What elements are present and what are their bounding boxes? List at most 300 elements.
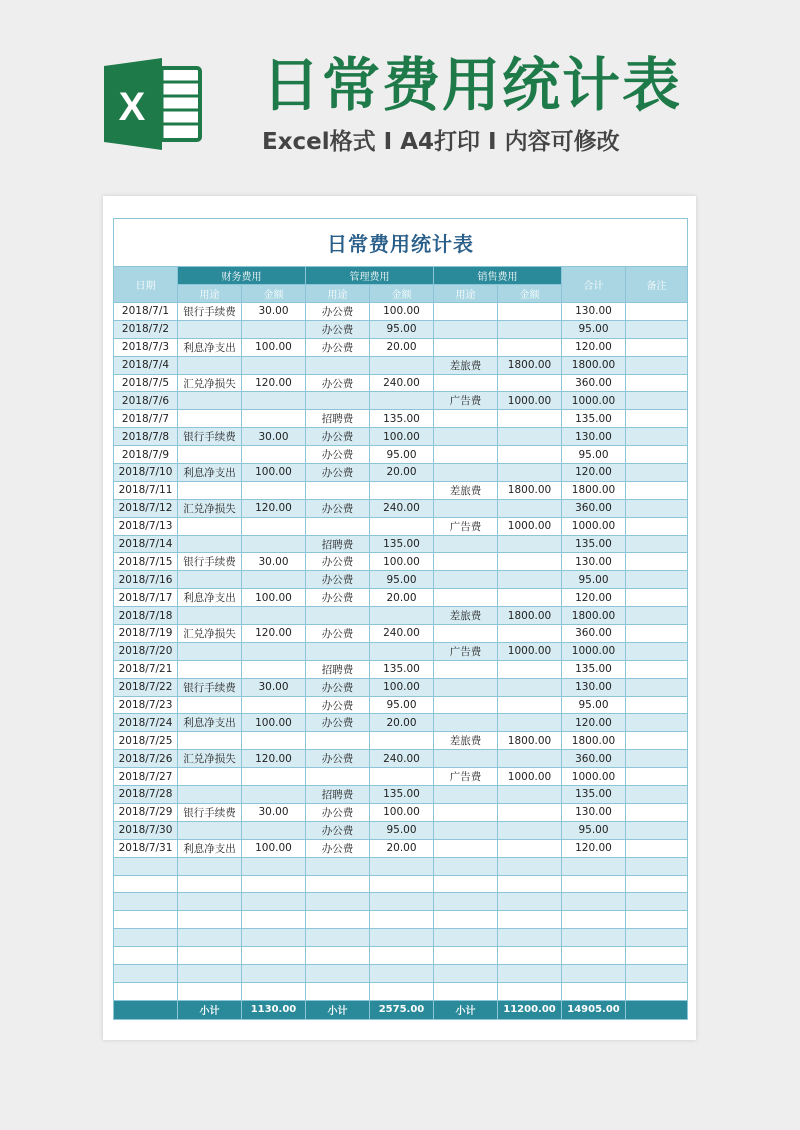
cell-total[interactable]: [562, 893, 626, 911]
cell-admin-amount[interactable]: [370, 392, 434, 410]
cell-date[interactable]: 2018/7/28: [114, 786, 178, 804]
grand-total-value[interactable]: 14905.00: [562, 1000, 626, 1019]
cell-sales-use[interactable]: [434, 446, 498, 464]
cell-sales-amount[interactable]: [498, 535, 562, 553]
cell-remark[interactable]: [626, 964, 688, 982]
cell-total[interactable]: 120.00: [562, 464, 626, 482]
cell-date[interactable]: 2018/7/15: [114, 553, 178, 571]
cell-admin-amount[interactable]: 240.00: [370, 625, 434, 643]
cell-admin-use[interactable]: 办公费: [306, 374, 370, 392]
cell-sales-amount[interactable]: 1000.00: [498, 768, 562, 786]
cell-admin-use[interactable]: 办公费: [306, 499, 370, 517]
cell-total[interactable]: 135.00: [562, 410, 626, 428]
cell-finance-use[interactable]: 银行手续费: [178, 303, 242, 321]
cell-total[interactable]: [562, 875, 626, 893]
cell-finance-amount[interactable]: 30.00: [242, 678, 306, 696]
cell-finance-use[interactable]: [178, 517, 242, 535]
cell-sales-amount[interactable]: [498, 499, 562, 517]
cell-admin-use[interactable]: 办公费: [306, 821, 370, 839]
cell-total[interactable]: [562, 964, 626, 982]
cell-sales-amount[interactable]: [498, 625, 562, 643]
cell-finance-use[interactable]: [178, 768, 242, 786]
cell-admin-use[interactable]: [306, 481, 370, 499]
cell-admin-amount[interactable]: 95.00: [370, 696, 434, 714]
cell-total[interactable]: 135.00: [562, 535, 626, 553]
cell-total[interactable]: 120.00: [562, 714, 626, 732]
cell-remark[interactable]: [626, 696, 688, 714]
cell-finance-amount[interactable]: [242, 786, 306, 804]
cell-finance-use[interactable]: [178, 356, 242, 374]
cell-date[interactable]: 2018/7/16: [114, 571, 178, 589]
cell-admin-use[interactable]: [306, 947, 370, 965]
cell-remark[interactable]: [626, 464, 688, 482]
cell-remark[interactable]: [626, 678, 688, 696]
cell-admin-amount[interactable]: 100.00: [370, 678, 434, 696]
cell-remark[interactable]: [626, 410, 688, 428]
cell-finance-amount[interactable]: 120.00: [242, 374, 306, 392]
cell-finance-amount[interactable]: 100.00: [242, 338, 306, 356]
cell-sales-amount[interactable]: [498, 964, 562, 982]
cell-sales-amount[interactable]: [498, 911, 562, 929]
cell-admin-use[interactable]: 办公费: [306, 464, 370, 482]
cell-finance-use[interactable]: 汇兑净损失: [178, 625, 242, 643]
cell-admin-use[interactable]: [306, 875, 370, 893]
cell-remark[interactable]: [626, 589, 688, 607]
cell-date[interactable]: [114, 911, 178, 929]
cell-finance-use[interactable]: [178, 821, 242, 839]
cell-total[interactable]: 95.00: [562, 696, 626, 714]
cell-total[interactable]: 1000.00: [562, 642, 626, 660]
cell-admin-use[interactable]: 办公费: [306, 839, 370, 857]
cell-sales-use[interactable]: [434, 982, 498, 1000]
cell-finance-amount[interactable]: [242, 410, 306, 428]
cell-total[interactable]: 1000.00: [562, 392, 626, 410]
cell-admin-amount[interactable]: 20.00: [370, 338, 434, 356]
cell-sales-amount[interactable]: [498, 839, 562, 857]
cell-remark[interactable]: [626, 625, 688, 643]
cell-sales-amount[interactable]: [498, 786, 562, 804]
cell-finance-amount[interactable]: [242, 481, 306, 499]
cell-finance-use[interactable]: 汇兑净损失: [178, 499, 242, 517]
cell-admin-amount[interactable]: 135.00: [370, 786, 434, 804]
cell-admin-use[interactable]: [306, 893, 370, 911]
cell-finance-amount[interactable]: [242, 893, 306, 911]
sales-subtotal-value[interactable]: 11200.00: [498, 1000, 562, 1019]
cell-remark[interactable]: [626, 374, 688, 392]
cell-finance-amount[interactable]: [242, 320, 306, 338]
cell-sales-use[interactable]: [434, 428, 498, 446]
cell-remark[interactable]: [626, 750, 688, 768]
cell-sales-use[interactable]: 差旅费: [434, 481, 498, 499]
cell-finance-amount[interactable]: [242, 857, 306, 875]
cell-date[interactable]: 2018/7/29: [114, 803, 178, 821]
cell-date[interactable]: 2018/7/30: [114, 821, 178, 839]
cell-sales-use[interactable]: [434, 374, 498, 392]
cell-finance-amount[interactable]: [242, 571, 306, 589]
cell-finance-amount[interactable]: 30.00: [242, 428, 306, 446]
cell-finance-use[interactable]: [178, 481, 242, 499]
cell-admin-amount[interactable]: 20.00: [370, 464, 434, 482]
cell-admin-amount[interactable]: [370, 768, 434, 786]
cell-finance-amount[interactable]: [242, 929, 306, 947]
cell-sales-use[interactable]: [434, 875, 498, 893]
cell-finance-use[interactable]: 利息净支出: [178, 338, 242, 356]
cell-finance-use[interactable]: [178, 320, 242, 338]
cell-date[interactable]: 2018/7/26: [114, 750, 178, 768]
cell-sales-use[interactable]: [434, 893, 498, 911]
cell-sales-use[interactable]: [434, 589, 498, 607]
cell-admin-use[interactable]: [306, 982, 370, 1000]
cell-finance-use[interactable]: 利息净支出: [178, 714, 242, 732]
cell-admin-use[interactable]: 办公费: [306, 714, 370, 732]
cell-admin-use[interactable]: [306, 517, 370, 535]
cell-date[interactable]: 2018/7/17: [114, 589, 178, 607]
cell-finance-amount[interactable]: 100.00: [242, 839, 306, 857]
cell-sales-amount[interactable]: [498, 857, 562, 875]
cell-remark[interactable]: [626, 947, 688, 965]
cell-sales-amount[interactable]: [498, 929, 562, 947]
cell-finance-use[interactable]: [178, 607, 242, 625]
cell-total[interactable]: 95.00: [562, 446, 626, 464]
cell-total[interactable]: [562, 947, 626, 965]
cell-sales-use[interactable]: [434, 803, 498, 821]
cell-finance-amount[interactable]: [242, 982, 306, 1000]
cell-finance-use[interactable]: [178, 875, 242, 893]
cell-sales-use[interactable]: [434, 947, 498, 965]
cell-date[interactable]: 2018/7/22: [114, 678, 178, 696]
cell-date[interactable]: 2018/7/10: [114, 464, 178, 482]
cell-remark[interactable]: [626, 607, 688, 625]
cell-remark[interactable]: [626, 535, 688, 553]
cell-finance-amount[interactable]: 30.00: [242, 803, 306, 821]
cell-finance-amount[interactable]: [242, 446, 306, 464]
cell-finance-use[interactable]: [178, 929, 242, 947]
cell-sales-amount[interactable]: [498, 893, 562, 911]
cell-finance-amount[interactable]: [242, 535, 306, 553]
cell-finance-use[interactable]: 利息净支出: [178, 464, 242, 482]
cell-admin-use[interactable]: 办公费: [306, 338, 370, 356]
cell-total[interactable]: 360.00: [562, 625, 626, 643]
cell-admin-amount[interactable]: [370, 964, 434, 982]
cell-total[interactable]: 360.00: [562, 374, 626, 392]
cell-finance-amount[interactable]: [242, 642, 306, 660]
cell-sales-use[interactable]: [434, 857, 498, 875]
cell-sales-amount[interactable]: [498, 875, 562, 893]
cell-date[interactable]: 2018/7/9: [114, 446, 178, 464]
cell-sales-use[interactable]: 广告费: [434, 642, 498, 660]
cell-total[interactable]: 130.00: [562, 678, 626, 696]
cell-admin-use[interactable]: [306, 929, 370, 947]
cell-sales-use[interactable]: [434, 750, 498, 768]
cell-total[interactable]: 130.00: [562, 803, 626, 821]
cell-remark[interactable]: [626, 732, 688, 750]
cell-remark[interactable]: [626, 303, 688, 321]
cell-sales-amount[interactable]: [498, 696, 562, 714]
cell-remark[interactable]: [626, 428, 688, 446]
cell-finance-use[interactable]: [178, 696, 242, 714]
cell-total[interactable]: 95.00: [562, 571, 626, 589]
cell-admin-amount[interactable]: 135.00: [370, 410, 434, 428]
cell-admin-amount[interactable]: 135.00: [370, 660, 434, 678]
cell-remark[interactable]: [626, 392, 688, 410]
cell-total[interactable]: 1800.00: [562, 607, 626, 625]
cell-admin-use[interactable]: [306, 607, 370, 625]
cell-total[interactable]: 95.00: [562, 821, 626, 839]
cell-sales-use[interactable]: [434, 911, 498, 929]
finance-subtotal-value[interactable]: 1130.00: [242, 1000, 306, 1019]
cell-remark[interactable]: [626, 481, 688, 499]
cell-date[interactable]: 2018/7/2: [114, 320, 178, 338]
cell-admin-amount[interactable]: 240.00: [370, 374, 434, 392]
cell-admin-amount[interactable]: 100.00: [370, 428, 434, 446]
cell-admin-use[interactable]: 办公费: [306, 553, 370, 571]
cell-finance-use[interactable]: [178, 786, 242, 804]
cell-sales-amount[interactable]: [498, 714, 562, 732]
cell-sales-amount[interactable]: [498, 464, 562, 482]
cell-admin-amount[interactable]: [370, 517, 434, 535]
cell-admin-amount[interactable]: [370, 911, 434, 929]
cell-total[interactable]: 1800.00: [562, 356, 626, 374]
cell-date[interactable]: [114, 964, 178, 982]
cell-date[interactable]: 2018/7/24: [114, 714, 178, 732]
cell-date[interactable]: 2018/7/19: [114, 625, 178, 643]
cell-finance-use[interactable]: [178, 660, 242, 678]
cell-total[interactable]: 120.00: [562, 338, 626, 356]
cell-sales-amount[interactable]: 1800.00: [498, 356, 562, 374]
cell-sales-use[interactable]: [434, 964, 498, 982]
cell-date[interactable]: 2018/7/11: [114, 481, 178, 499]
cell-sales-use[interactable]: [434, 571, 498, 589]
cell-total[interactable]: 120.00: [562, 839, 626, 857]
cell-admin-use[interactable]: 办公费: [306, 625, 370, 643]
cell-finance-amount[interactable]: [242, 732, 306, 750]
cell-remark[interactable]: [626, 982, 688, 1000]
cell-finance-use[interactable]: 银行手续费: [178, 803, 242, 821]
cell-remark[interactable]: [626, 821, 688, 839]
cell-admin-amount[interactable]: 100.00: [370, 553, 434, 571]
cell-sales-amount[interactable]: [498, 803, 562, 821]
cell-sales-use[interactable]: [434, 499, 498, 517]
cell-sales-amount[interactable]: [498, 374, 562, 392]
cell-date[interactable]: 2018/7/20: [114, 642, 178, 660]
cell-date[interactable]: 2018/7/7: [114, 410, 178, 428]
cell-finance-amount[interactable]: [242, 964, 306, 982]
cell-admin-amount[interactable]: 95.00: [370, 821, 434, 839]
cell-admin-amount[interactable]: [370, 875, 434, 893]
cell-date[interactable]: 2018/7/25: [114, 732, 178, 750]
cell-finance-use[interactable]: [178, 410, 242, 428]
cell-admin-amount[interactable]: [370, 929, 434, 947]
cell-remark[interactable]: [626, 714, 688, 732]
cell-sales-amount[interactable]: 1000.00: [498, 392, 562, 410]
cell-total[interactable]: 135.00: [562, 660, 626, 678]
cell-sales-use[interactable]: [434, 320, 498, 338]
cell-admin-use[interactable]: 办公费: [306, 446, 370, 464]
cell-date[interactable]: 2018/7/13: [114, 517, 178, 535]
cell-sales-use[interactable]: 广告费: [434, 392, 498, 410]
cell-finance-use[interactable]: [178, 446, 242, 464]
cell-admin-use[interactable]: 办公费: [306, 303, 370, 321]
cell-finance-use[interactable]: 利息净支出: [178, 839, 242, 857]
cell-sales-amount[interactable]: [498, 410, 562, 428]
cell-finance-amount[interactable]: [242, 911, 306, 929]
cell-finance-amount[interactable]: [242, 356, 306, 374]
cell-total[interactable]: 120.00: [562, 589, 626, 607]
cell-sales-use[interactable]: [434, 410, 498, 428]
cell-sales-use[interactable]: 差旅费: [434, 607, 498, 625]
cell-remark[interactable]: [626, 929, 688, 947]
cell-admin-amount[interactable]: [370, 607, 434, 625]
cell-admin-use[interactable]: 招聘费: [306, 786, 370, 804]
cell-sales-amount[interactable]: 1000.00: [498, 517, 562, 535]
cell-remark[interactable]: [626, 857, 688, 875]
cell-sales-use[interactable]: [434, 338, 498, 356]
cell-finance-use[interactable]: [178, 732, 242, 750]
cell-sales-amount[interactable]: [498, 446, 562, 464]
cell-sales-amount[interactable]: [498, 553, 562, 571]
cell-admin-use[interactable]: 办公费: [306, 589, 370, 607]
cell-finance-use[interactable]: 汇兑净损失: [178, 374, 242, 392]
cell-finance-use[interactable]: [178, 642, 242, 660]
cell-admin-amount[interactable]: 240.00: [370, 750, 434, 768]
cell-finance-amount[interactable]: 100.00: [242, 589, 306, 607]
cell-sales-amount[interactable]: 1800.00: [498, 732, 562, 750]
cell-admin-amount[interactable]: 95.00: [370, 320, 434, 338]
cell-sales-use[interactable]: [434, 839, 498, 857]
cell-total[interactable]: 135.00: [562, 786, 626, 804]
cell-sales-use[interactable]: [434, 625, 498, 643]
cell-total[interactable]: 130.00: [562, 553, 626, 571]
cell-total[interactable]: 1800.00: [562, 481, 626, 499]
cell-admin-use[interactable]: [306, 392, 370, 410]
cell-remark[interactable]: [626, 338, 688, 356]
cell-sales-use[interactable]: [434, 929, 498, 947]
cell-total[interactable]: 95.00: [562, 320, 626, 338]
cell-sales-use[interactable]: [434, 303, 498, 321]
cell-remark[interactable]: [626, 786, 688, 804]
admin-subtotal-value[interactable]: 2575.00: [370, 1000, 434, 1019]
cell-sales-amount[interactable]: [498, 660, 562, 678]
cell-finance-amount[interactable]: [242, 821, 306, 839]
cell-admin-use[interactable]: [306, 964, 370, 982]
cell-finance-use[interactable]: 汇兑净损失: [178, 750, 242, 768]
cell-admin-amount[interactable]: 240.00: [370, 499, 434, 517]
cell-finance-use[interactable]: [178, 893, 242, 911]
cell-total[interactable]: 1000.00: [562, 517, 626, 535]
cell-finance-amount[interactable]: [242, 392, 306, 410]
cell-finance-use[interactable]: [178, 911, 242, 929]
cell-total[interactable]: 1800.00: [562, 732, 626, 750]
cell-remark[interactable]: [626, 517, 688, 535]
cell-finance-use[interactable]: 银行手续费: [178, 678, 242, 696]
cell-remark[interactable]: [626, 320, 688, 338]
cell-remark[interactable]: [626, 839, 688, 857]
cell-sales-amount[interactable]: 1800.00: [498, 481, 562, 499]
cell-finance-amount[interactable]: [242, 875, 306, 893]
cell-finance-use[interactable]: 银行手续费: [178, 428, 242, 446]
cell-admin-use[interactable]: [306, 732, 370, 750]
cell-sales-use[interactable]: [434, 678, 498, 696]
cell-admin-use[interactable]: 招聘费: [306, 410, 370, 428]
cell-date[interactable]: 2018/7/12: [114, 499, 178, 517]
cell-date[interactable]: 2018/7/31: [114, 839, 178, 857]
cell-finance-amount[interactable]: [242, 768, 306, 786]
cell-admin-use[interactable]: 办公费: [306, 320, 370, 338]
cell-date[interactable]: 2018/7/14: [114, 535, 178, 553]
cell-remark[interactable]: [626, 642, 688, 660]
cell-admin-use[interactable]: 办公费: [306, 571, 370, 589]
cell-admin-amount[interactable]: 135.00: [370, 535, 434, 553]
cell-total[interactable]: 360.00: [562, 750, 626, 768]
cell-finance-use[interactable]: 利息净支出: [178, 589, 242, 607]
cell-remark[interactable]: [626, 875, 688, 893]
cell-finance-amount[interactable]: [242, 607, 306, 625]
cell-date[interactable]: 2018/7/8: [114, 428, 178, 446]
cell-finance-use[interactable]: [178, 982, 242, 1000]
cell-sales-amount[interactable]: 1800.00: [498, 607, 562, 625]
cell-sales-amount[interactable]: [498, 589, 562, 607]
cell-remark[interactable]: [626, 446, 688, 464]
cell-admin-use[interactable]: [306, 911, 370, 929]
cell-sales-use[interactable]: [434, 821, 498, 839]
cell-finance-amount[interactable]: 120.00: [242, 499, 306, 517]
cell-finance-amount[interactable]: [242, 517, 306, 535]
cell-date[interactable]: 2018/7/18: [114, 607, 178, 625]
cell-admin-use[interactable]: 办公费: [306, 750, 370, 768]
cell-finance-amount[interactable]: 30.00: [242, 553, 306, 571]
cell-sales-amount[interactable]: [498, 947, 562, 965]
cell-sales-amount[interactable]: [498, 571, 562, 589]
cell-sales-use[interactable]: [434, 714, 498, 732]
cell-total[interactable]: 1000.00: [562, 768, 626, 786]
cell-date[interactable]: [114, 982, 178, 1000]
cell-sales-amount[interactable]: [498, 338, 562, 356]
cell-admin-use[interactable]: 办公费: [306, 678, 370, 696]
cell-finance-use[interactable]: [178, 964, 242, 982]
cell-total[interactable]: 130.00: [562, 428, 626, 446]
cell-date[interactable]: [114, 857, 178, 875]
cell-admin-amount[interactable]: [370, 982, 434, 1000]
cell-finance-amount[interactable]: [242, 947, 306, 965]
cell-date[interactable]: [114, 875, 178, 893]
cell-date[interactable]: 2018/7/3: [114, 338, 178, 356]
cell-admin-amount[interactable]: [370, 857, 434, 875]
cell-total[interactable]: [562, 911, 626, 929]
cell-remark[interactable]: [626, 356, 688, 374]
cell-date[interactable]: [114, 893, 178, 911]
cell-admin-amount[interactable]: 20.00: [370, 714, 434, 732]
cell-admin-amount[interactable]: [370, 893, 434, 911]
cell-finance-use[interactable]: [178, 571, 242, 589]
cell-admin-amount[interactable]: [370, 481, 434, 499]
cell-sales-amount[interactable]: [498, 982, 562, 1000]
cell-total[interactable]: [562, 857, 626, 875]
cell-finance-amount[interactable]: 120.00: [242, 750, 306, 768]
cell-date[interactable]: [114, 947, 178, 965]
cell-admin-use[interactable]: 招聘费: [306, 660, 370, 678]
cell-remark[interactable]: [626, 499, 688, 517]
cell-date[interactable]: 2018/7/5: [114, 374, 178, 392]
cell-sales-use[interactable]: [434, 535, 498, 553]
cell-sales-amount[interactable]: [498, 320, 562, 338]
cell-sales-amount[interactable]: 1000.00: [498, 642, 562, 660]
cell-finance-amount[interactable]: [242, 696, 306, 714]
cell-sales-use[interactable]: 差旅费: [434, 356, 498, 374]
cell-sales-amount[interactable]: [498, 428, 562, 446]
cell-admin-amount[interactable]: 20.00: [370, 839, 434, 857]
cell-admin-use[interactable]: 办公费: [306, 428, 370, 446]
cell-date[interactable]: 2018/7/1: [114, 303, 178, 321]
